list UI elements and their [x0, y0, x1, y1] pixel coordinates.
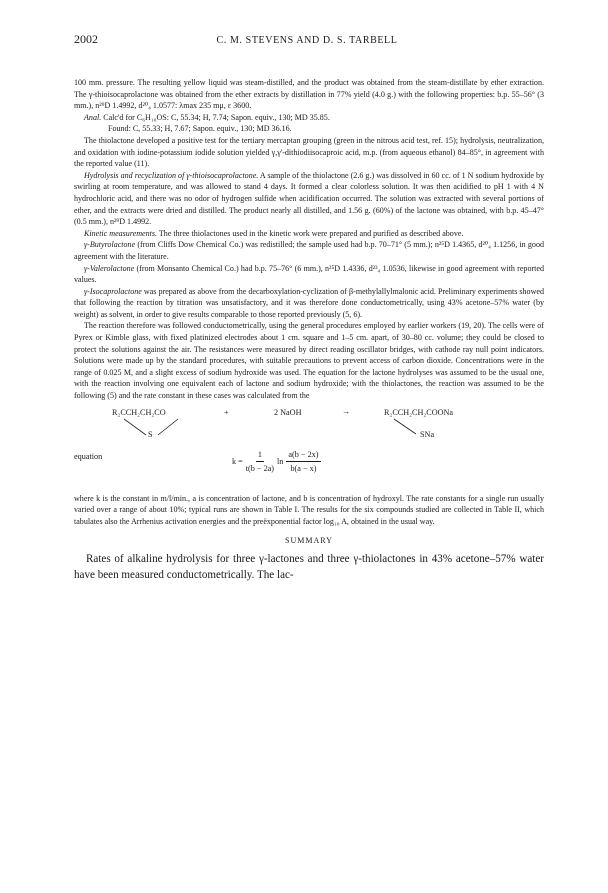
paragraph: 100 mm. pressure. The resulting yellow liquid was steam-distilled, and the product was obtained from the steam-distillate by ether extraction. The γ-thioisocaprolactone was obtained from the ether extracts by distillation in 77% yield (4.0 g.) with the following properties: b.p. 55–56° (3 mm.), n²⁹D 1.4992, d²⁰₄ 1.0577: λmax 235 mμ, ε 3600.	[74, 78, 544, 111]
equation-label: equation	[74, 451, 103, 461]
product-formula: R₂CCH₂CH₂COONa	[384, 407, 454, 417]
fraction-1-numerator: 1	[256, 449, 264, 463]
fraction-2	[286, 449, 320, 475]
plus-sign: +	[224, 407, 229, 417]
product-substituent: SNa	[420, 429, 435, 439]
fraction-2-denominator: b(a − x)	[290, 464, 317, 474]
reagent: 2 NaOH	[274, 407, 302, 417]
page-header	[74, 32, 544, 47]
page-number: 2002	[74, 32, 98, 46]
paragraph-text: (from Monsanto Chemical Co.) had b.p. 75–76° (6 mm.), n²⁵D 1.4336, d²³₄ 1.0536, likewise in good agreement with reported values.	[74, 263, 544, 285]
paragraph-text: A sample of the thiolactone (2.6 g.) was dissolved in 60 cc. of 1 N sodium hydroxide by swirling at room temperature, and was allowed to stand 4 days. It formed a clear colorless solution. It was then acidified to pH 1 with 4 N hydrochloric acid, and there was no odor of hydrogen sulfide when acidification occurred. The solution was extracted with several portions of ether, and the extracts were dried and distilled. The product nearly all distilled, and 1.56 g. (60%) of the lactone was obtained, with b.p. 45–47° (0.5 mm.), n²⁹D 1.4992.	[74, 170, 545, 227]
reaction-arrow: →	[342, 406, 351, 416]
paragraph	[74, 112, 544, 124]
paragraph: The thiolactone developed a positive test for the tertiary mercaptan grouping (green in the nitrous acid test, ref. 15); hydrolysis, neutralization, and oxidation with iodine-potassium iodide solution yielded γ,γ'-dithiodiisocaproic acid, m.p. (from aqueous ethanol) 84–85°, in agreement with the reported value (11).	[74, 135, 544, 169]
paragraph	[74, 228, 544, 240]
paragraph: where k is the constant in m/l/min., a is concentration of lactone, and b is concentration of hydroxyl. The rate constants for a single run usually varied over a range of about 10%; typical runs are shown in Table I. The results for the six compounds studied are collected in Table II, which tabulates also the Arrhenius activation energies and the preëxponential factor log₁₀ A, obtained in the usual way.	[74, 493, 544, 526]
paragraph-text: (from Cliffs Dow Chemical Co.) was redistilled; the sample used had b.p. 70–71° (5 mm.); n²⁵D 1.4365, d²⁰₄ 1.1256, in good agreement with the literature.	[74, 240, 544, 261]
equation-lhs: k =	[232, 456, 243, 466]
paragraph-text: Calc'd for C₆H₁₀OS: C, 55.34; H, 7.74; Sapon. equiv., 130; MD 35.85.	[101, 112, 330, 122]
paragraph: Found: C, 55.33; H, 7.67; Sapon. equiv., 130; MD 36.16.	[108, 124, 292, 134]
running-title: C. M. STEVENS AND D. S. TARBELL	[216, 35, 398, 46]
paragraph-lead: γ-Butyrolactone	[84, 240, 136, 250]
fraction-2-numerator: a(b − 2x)	[286, 449, 320, 463]
paragraph: The reaction therefore was followed conductometrically, using the general procedures employed by earlier workers (19, 20). The cells were of Pyrex or Kimble glass, with fixed platinized electrodes about 1 cm. square and 1–5 cm. apart, of 30–80 cc. volume; they could be closed to protect the solutions against the air. The resistances were measured by direct reading oscillator bridges, with cathode ray null point indicators. Solutions were made up by the standard procedures, with suitable precautions to prevent access of carbon dioxide. Concentrations were in the range of 0.025 M, and a slight excess of sodium hydroxide was used. The equation for the lactone hydrolyses was assumed to be the usual one, with the reaction involving one equivalent each of lactone and sodium hydroxide; with the thiolactones, the reaction was assumed to be the following (5) and the rate constant in these cases was calculated from the	[74, 321, 544, 401]
paragraph-lead: γ-Isocaprolactone	[84, 286, 142, 296]
ring-sulfur: S	[148, 429, 153, 439]
paragraph-lead: γ-Valerolactone	[84, 263, 135, 273]
fraction-1	[246, 449, 274, 475]
paragraph	[74, 170, 544, 228]
paragraph	[74, 286, 544, 321]
reactant-formula: R₂CCH₂CH₂CO	[112, 407, 166, 417]
summary-heading: SUMMARY	[285, 536, 333, 546]
paragraph	[74, 239, 544, 262]
rate-equation	[232, 449, 321, 475]
paragraph-lead: Anal.	[84, 112, 102, 122]
paragraph	[74, 263, 544, 286]
paragraph-text: was prepared as above from the decarboxylation-cyclization of β-methylallylmalonic acid. Preliminary experiments showed that following the reaction by titration was unsatisfactory, and it was therefore done conductometrically, using 43% acetone–57% water (by weight) as solvent, in order to give results comparable to those reported previously (5, 6).	[74, 286, 544, 319]
paragraph-lead: Hydrolysis and recyclization of γ-thioisocaprolactone.	[84, 170, 259, 180]
log-operator: ln	[277, 456, 284, 466]
paragraph-text: The three thiolactones used in the kinetic work were prepared and purified as described above.	[157, 228, 464, 238]
article-body	[74, 77, 544, 527]
journal-page	[74, 32, 544, 583]
summary-text: Rates of alkaline hydrolysis for three γ-lactones and three γ-thiolactones in 43% acetone–57% water have been measured conductometrically. The lac-	[74, 553, 544, 582]
product-bond	[392, 417, 422, 437]
fraction-1-denominator: t(b − 2a)	[245, 464, 275, 474]
paragraph-lead: Kinetic measurements.	[84, 228, 158, 238]
reaction-scheme	[74, 405, 544, 491]
